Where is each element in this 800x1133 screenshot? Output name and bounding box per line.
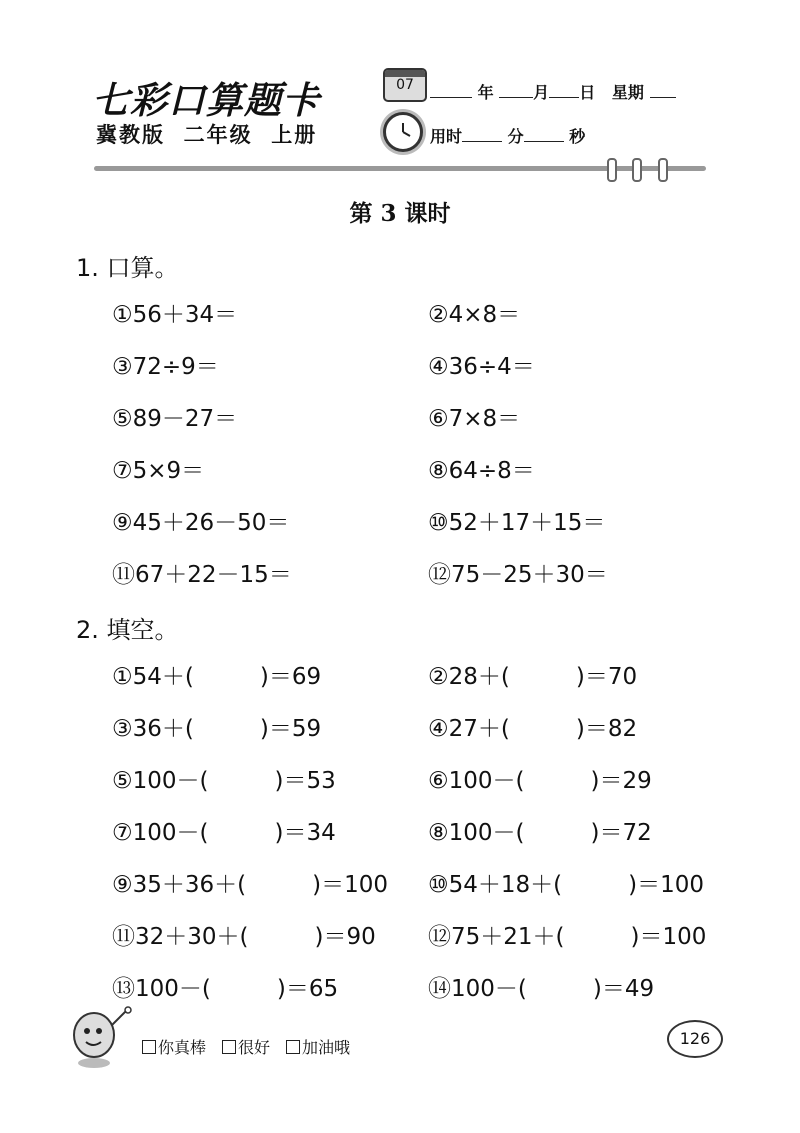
problem-left: ④27＋(: [428, 716, 510, 742]
fill-blank-problem: [112, 918, 376, 951]
oral-problem: ⑫75－25＋30＝: [428, 562, 608, 588]
problem-right: )＝29: [590, 768, 652, 794]
year-blank[interactable]: [430, 83, 472, 98]
problem-left: ⑨35＋36＋(: [112, 872, 247, 898]
problem-left: ⑪32＋30＋(: [112, 924, 249, 950]
oral-problem: ①56＋34＝: [112, 302, 238, 328]
edition-label: 冀教版 二年级 上册: [96, 123, 318, 147]
seconds-label: 秒: [569, 127, 586, 146]
oral-problem: ⑪67＋22－15＝: [112, 562, 292, 588]
fill-blank-problem: [428, 814, 652, 847]
problem-left: ①54＋(: [112, 664, 194, 690]
oral-problem: ③72÷9＝: [112, 354, 219, 380]
problem-right: )＝72: [590, 820, 652, 846]
eval-excellent[interactable]: [142, 1038, 206, 1057]
clock-icon: [383, 112, 423, 152]
checkbox[interactable]: [222, 1040, 236, 1054]
self-evaluation: [142, 1035, 366, 1058]
mascot-icon: [66, 1005, 136, 1073]
binder-ring-icon: [607, 158, 617, 182]
checkbox[interactable]: [286, 1040, 300, 1054]
fill-blank-problem: [428, 970, 654, 1003]
problem-left: ③36＋(: [112, 716, 194, 742]
binder-ring-icon: [658, 158, 668, 182]
problem-left: ⑭100－(: [428, 976, 527, 1002]
problem-right: )＝49: [592, 976, 655, 1002]
eval-label: 加油哦: [302, 1038, 351, 1057]
problem-right: )＝100: [312, 872, 389, 898]
fill-blank-problem: [112, 658, 321, 691]
oral-problem: ④36÷4＝: [428, 354, 535, 380]
section-1-title: 1. 口算。: [76, 254, 179, 282]
time-line: [430, 124, 585, 147]
eval-label: 很好: [238, 1038, 271, 1057]
problem-left: ⑧100－(: [428, 820, 525, 846]
checkbox[interactable]: [142, 1040, 156, 1054]
eval-label: 你真棒: [158, 1038, 207, 1057]
fill-blank-problem: [112, 814, 336, 847]
fill-blank-problem: [428, 710, 637, 743]
time-used-label: 用时: [430, 127, 463, 146]
oral-problem: ②4×8＝: [428, 302, 521, 328]
oral-problem: ⑩52＋17＋15＝: [428, 510, 606, 536]
fill-blank-problem: [428, 658, 637, 691]
minutes-label: 分: [507, 127, 524, 146]
problem-left: ⑦100－(: [112, 820, 209, 846]
problem-left: ⑫75＋21＋(: [428, 924, 565, 950]
problem-right: )＝82: [575, 716, 638, 742]
problem-right: )＝53: [274, 768, 336, 794]
problem-right: )＝34: [274, 820, 336, 846]
eval-keep-going[interactable]: [286, 1038, 350, 1057]
fill-blank-problem: [112, 866, 388, 899]
problem-left: ②28＋(: [428, 664, 510, 690]
fill-blank-problem: [428, 918, 706, 951]
lesson-title: 第 3 课时: [349, 200, 451, 227]
day-label: 日: [579, 83, 596, 102]
oral-problem: ⑧64÷8＝: [428, 458, 535, 484]
minutes-blank[interactable]: [462, 127, 502, 142]
fill-blank-problem: [112, 970, 338, 1003]
problem-left: ⑩54＋18＋(: [428, 872, 563, 898]
binder-ring-icon: [632, 158, 642, 182]
oral-problem: ⑥7×8＝: [428, 406, 521, 432]
year-label: 年: [477, 83, 494, 102]
weekday-label: 星期: [611, 83, 644, 102]
month-label: 月: [533, 83, 550, 102]
problem-right: )＝90: [314, 924, 376, 950]
brand-title: 七彩口算题卡: [92, 78, 320, 122]
section-2-title: 2. 填空。: [76, 616, 179, 644]
problem-right: )＝100: [628, 872, 705, 898]
fill-blank-problem: [112, 762, 336, 795]
problem-right: )＝65: [276, 976, 339, 1002]
calendar-day: 07: [396, 77, 414, 93]
problem-right: )＝70: [575, 664, 638, 690]
oral-problem: ⑦5×9＝: [112, 458, 205, 484]
fill-blank-problem: [428, 866, 704, 899]
day-blank[interactable]: [549, 83, 579, 98]
fill-blank-problem: [112, 710, 321, 743]
seconds-blank[interactable]: [524, 127, 564, 142]
oral-problem: ⑤89－27＝: [112, 406, 238, 432]
page-number: 126: [667, 1020, 723, 1058]
problem-left: ⑤100－(: [112, 768, 209, 794]
problem-left: ⑥100－(: [428, 768, 525, 794]
oral-problem: ⑨45＋26－50＝: [112, 510, 290, 536]
problem-right: )＝59: [259, 716, 322, 742]
weekday-blank[interactable]: [650, 83, 676, 98]
problem-right: )＝69: [259, 664, 322, 690]
problem-left: ⑬100－(: [112, 976, 211, 1002]
eval-good[interactable]: [222, 1038, 270, 1057]
date-line: [430, 80, 676, 103]
fill-blank-problem: [428, 762, 652, 795]
problem-right: )＝100: [630, 924, 707, 950]
calendar-icon: [383, 68, 427, 102]
month-blank[interactable]: [499, 83, 533, 98]
